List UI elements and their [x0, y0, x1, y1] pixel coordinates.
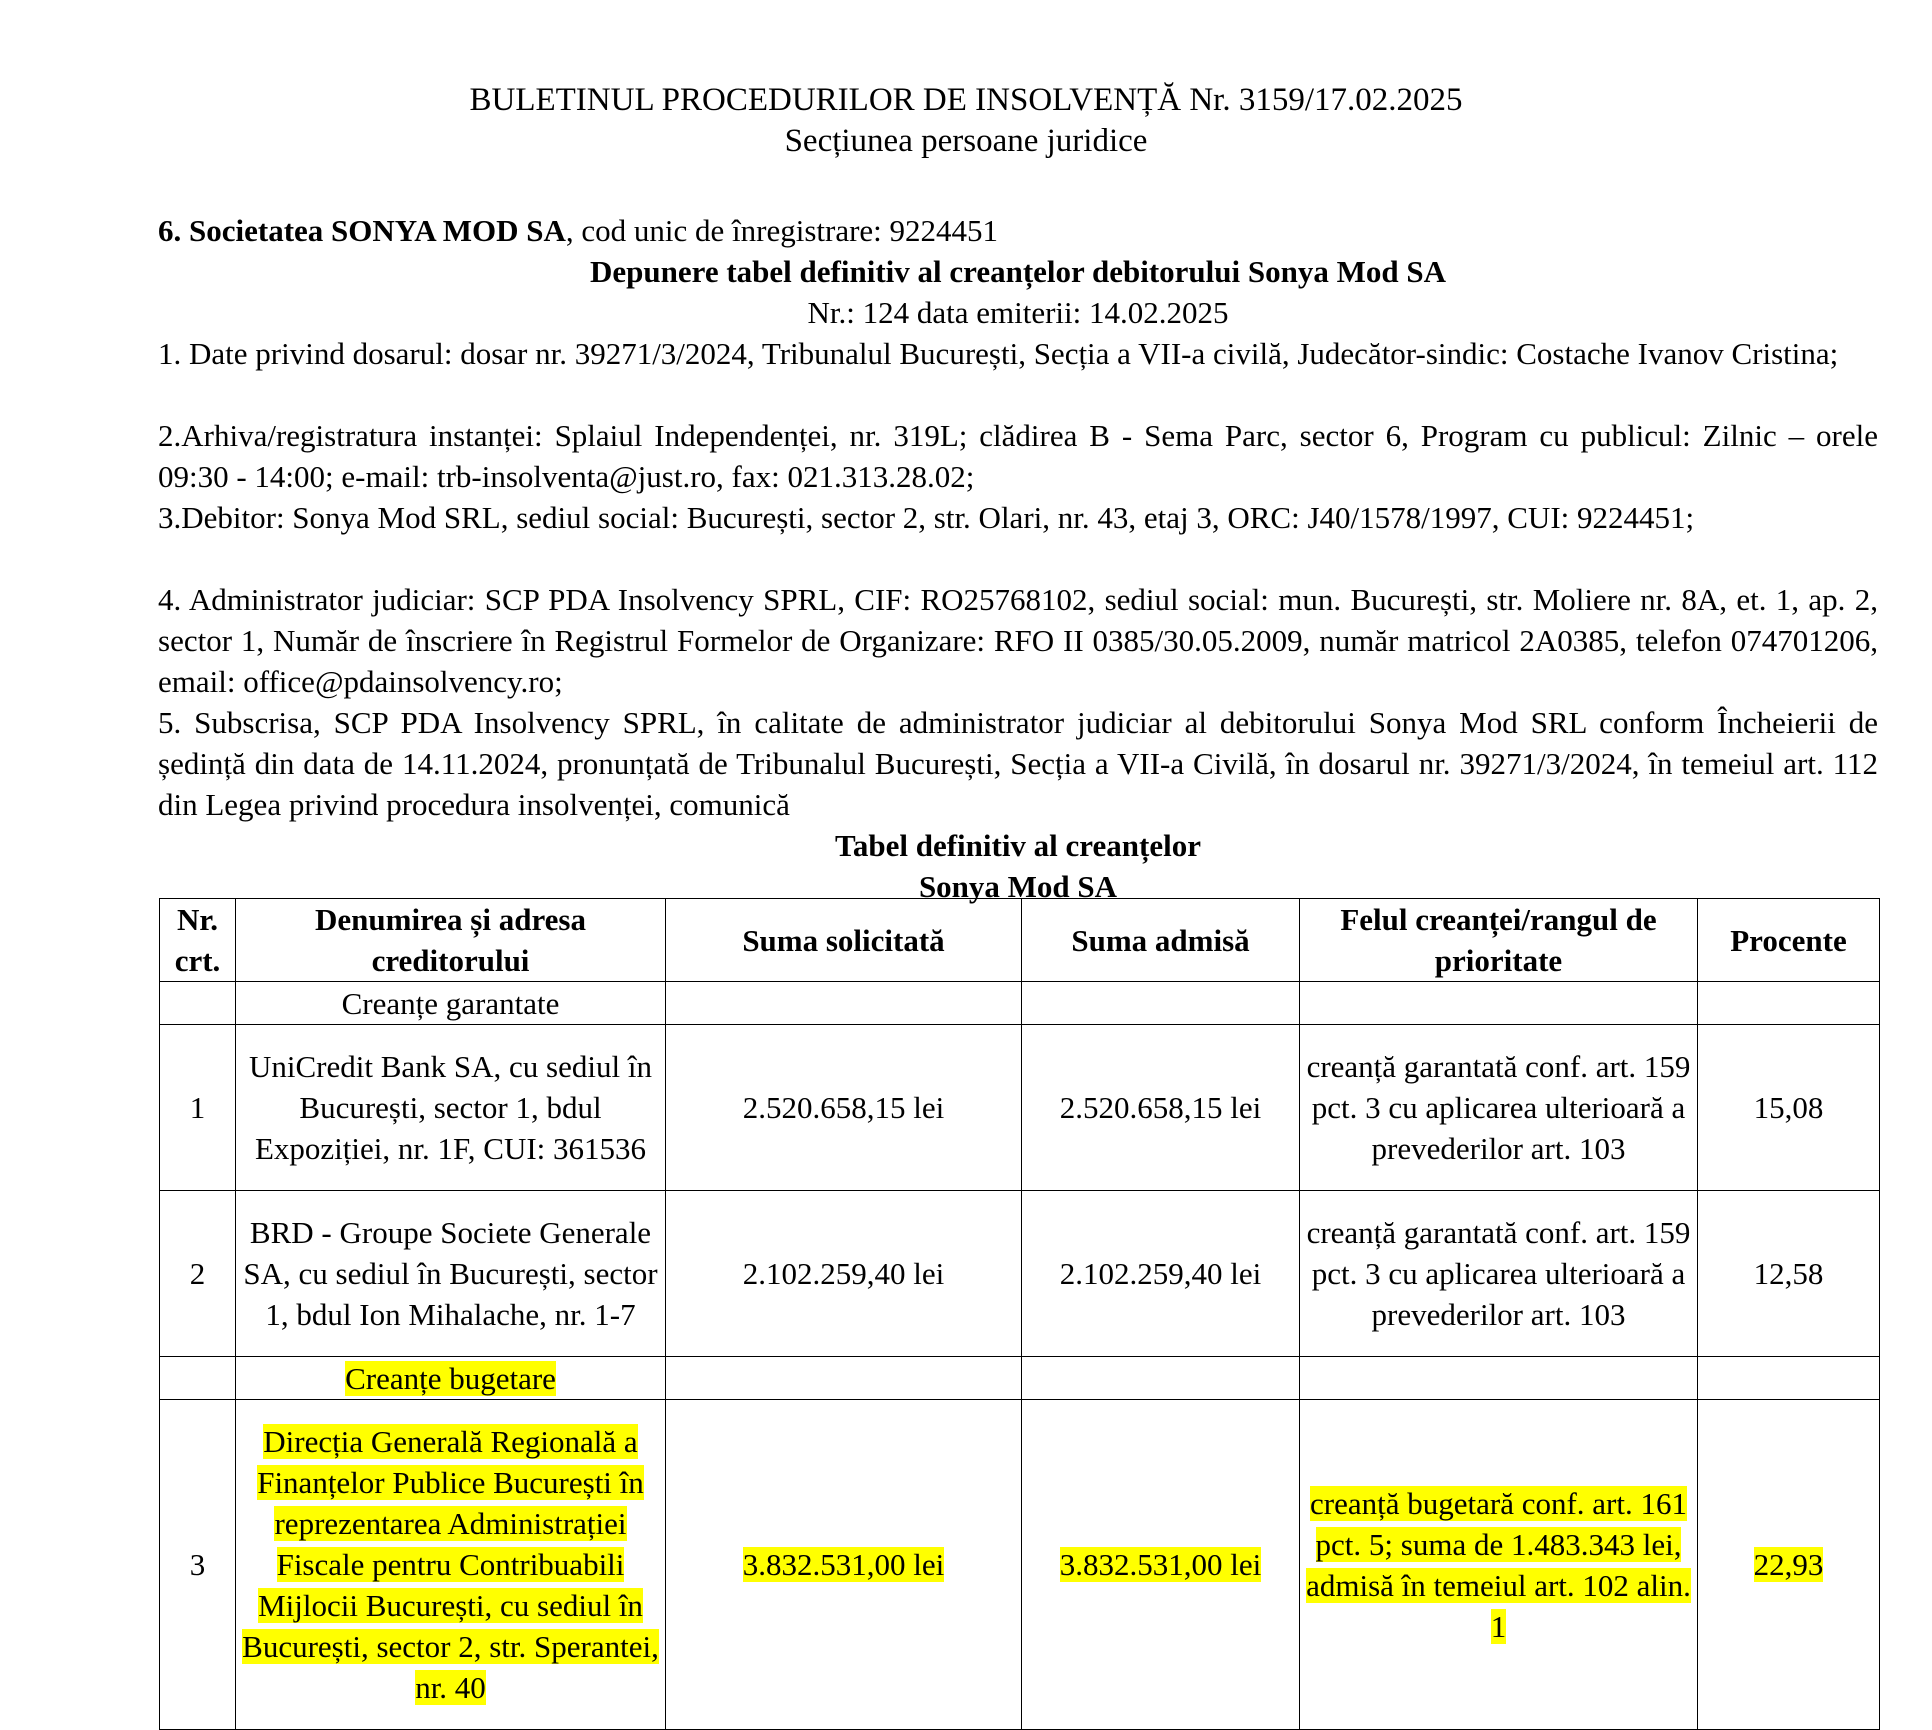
table-subtitle: Sonya Mod SA — [918, 869, 1118, 904]
cell-suma-solicitata: 2.520.658,15 lei — [666, 1025, 1022, 1191]
cell-suma-solicitata — [666, 1400, 1022, 1730]
bulletin-section: Secțiunea persoane juridice — [784, 123, 1148, 159]
highlighted-text: Direcția Generală Regională a Finanțelor Publice București în reprezentarea Administrației Fiscale pentru Contribuabili Mijlocii București, cu sediul în București, sector 2, str. Sperantei, nr. 40 — [242, 1424, 659, 1705]
cell-nr: 2 — [160, 1191, 236, 1357]
cell-creditor: UniCredit Bank SA, cu sediul în București, sector 1, bdul Expoziției, nr. 1F, CUI: 361536 — [236, 1025, 666, 1191]
table-row — [160, 1191, 1880, 1357]
section-row-garantate — [160, 982, 1880, 1025]
header-felul-creantei: Felul creanței/rangul de prioritate — [1300, 899, 1698, 982]
cell-suma-admisa: 2.102.259,40 lei — [1022, 1191, 1300, 1357]
highlighted-text: Creanțe bugetare — [345, 1360, 556, 1396]
header-procente: Procente — [1698, 899, 1880, 982]
cell-procente: 12,58 — [1698, 1191, 1880, 1357]
header-creditor: Denumirea și adresa creditorului — [236, 899, 666, 982]
highlighted-text: 3.832.531,00 lei — [1059, 1547, 1262, 1582]
header-suma-solicitata: Suma solicitată — [666, 899, 1022, 982]
section-label — [236, 1357, 666, 1400]
header-suma-admisa: Suma admisă — [1022, 899, 1300, 982]
cell-nr: 1 — [160, 1025, 236, 1191]
table-title: Tabel definitiv al creanțelor — [835, 828, 1201, 863]
claims-table — [159, 898, 1880, 1730]
header-nr: Nr. crt. — [160, 899, 236, 982]
item-arhiva: 2.Arhiva/registratura instanței: Splaiul Independenței, nr. 319L; clădirea B - Sema Parc, sector 6, Program cu publicul: Zilnic – orele 09:30 - 14:00; e-mail: trb-insolventa@just.ro, fax: 021.313.28.02; — [158, 418, 1878, 494]
document-title: Depunere tabel definitiv al creanțelor debitorului Sonya Mod SA — [590, 254, 1446, 289]
cell-nr: 3 — [160, 1400, 236, 1730]
cell-suma-admisa — [1022, 1400, 1300, 1730]
table-row — [160, 1025, 1880, 1191]
highlighted-text: 22,93 — [1753, 1547, 1824, 1582]
section-row-bugetare — [160, 1357, 1880, 1400]
company-code: , cod unic de înregistrare: 9224451 — [565, 213, 999, 248]
cell-felul-creantei: creanță garantată conf. art. 159 pct. 3 cu aplicarea ulterioară a prevederilor art. 103 — [1300, 1025, 1698, 1191]
cell-procente — [1698, 1400, 1880, 1730]
table-header-row — [160, 899, 1880, 982]
company-line — [158, 210, 1878, 251]
bulletin-title: BULETINUL PROCEDURILOR DE INSOLVENȚĂ Nr. 3159/17.02.2025 — [469, 82, 1463, 118]
cell-felul-creantei — [1300, 1400, 1698, 1730]
item-administrator: 4. Administrator judiciar: SCP PDA Insolvency SPRL, CIF: RO25768102, sediul social: mun. București, str. Moliere nr. 8A, et. 1, ap. 2, sector 1, Număr de înscriere în Registrul Formelor de Organizare: RFO II 0385/30.05.2009, număr matricol 2A0385, telefon 074701206, email: office@pdainsolvency.ro; — [158, 582, 1878, 699]
cell-creditor: BRD - Groupe Societe Generale SA, cu sediul în București, sector 1, bdul Ion Mihalache, nr. 1-7 — [236, 1191, 666, 1357]
item-subscrisa: 5. Subscrisa, SCP PDA Insolvency SPRL, în calitate de administrator judiciar al debitorului Sonya Mod SRL conform Încheierii de ședință din data de 14.11.2024, pronunțată de Tribunalul București, Secția a VII-a Civilă, în dosarul nr. 39271/3/2024, în temeiul art. 112 din Legea privind procedura insolvenței, comunică — [158, 705, 1878, 822]
company-name: 6. Societatea SONYA MOD SA — [158, 213, 566, 248]
section-label: Creanțe garantate — [236, 982, 666, 1025]
cell-felul-creantei: creanță garantată conf. art. 159 pct. 3 cu aplicarea ulterioară a prevederilor art. 103 — [1300, 1191, 1698, 1357]
cell-suma-admisa: 2.520.658,15 lei — [1022, 1025, 1300, 1191]
claims-table-wrapper — [159, 898, 1880, 1730]
item-debitor: 3.Debitor: Sonya Mod SRL, sediul social: București, sector 2, str. Olari, nr. 43, etaj 3, ORC: J40/1578/1997, CUI: 9224451; — [158, 500, 1695, 535]
cell-creditor — [236, 1400, 666, 1730]
document-number: Nr.: 124 data emiterii: 14.02.2025 — [807, 295, 1229, 330]
item-dosar: 1. Date privind dosarul: dosar nr. 39271/3/2024, Tribunalul București, Secția a VII-a civilă, Judecător-sindic: Costache Ivanov Cristina; — [158, 336, 1839, 371]
highlighted-text: creanță bugetară conf. art. 161 pct. 5; suma de 1.483.343 lei, admisă în temeiul art. 102 alin. 1 — [1306, 1485, 1691, 1644]
bulletin-header — [0, 82, 1932, 160]
cell-suma-solicitata: 2.102.259,40 lei — [666, 1191, 1022, 1357]
highlighted-text: 3.832.531,00 lei — [742, 1547, 945, 1582]
cell-procente: 15,08 — [1698, 1025, 1880, 1191]
table-row — [160, 1400, 1880, 1730]
